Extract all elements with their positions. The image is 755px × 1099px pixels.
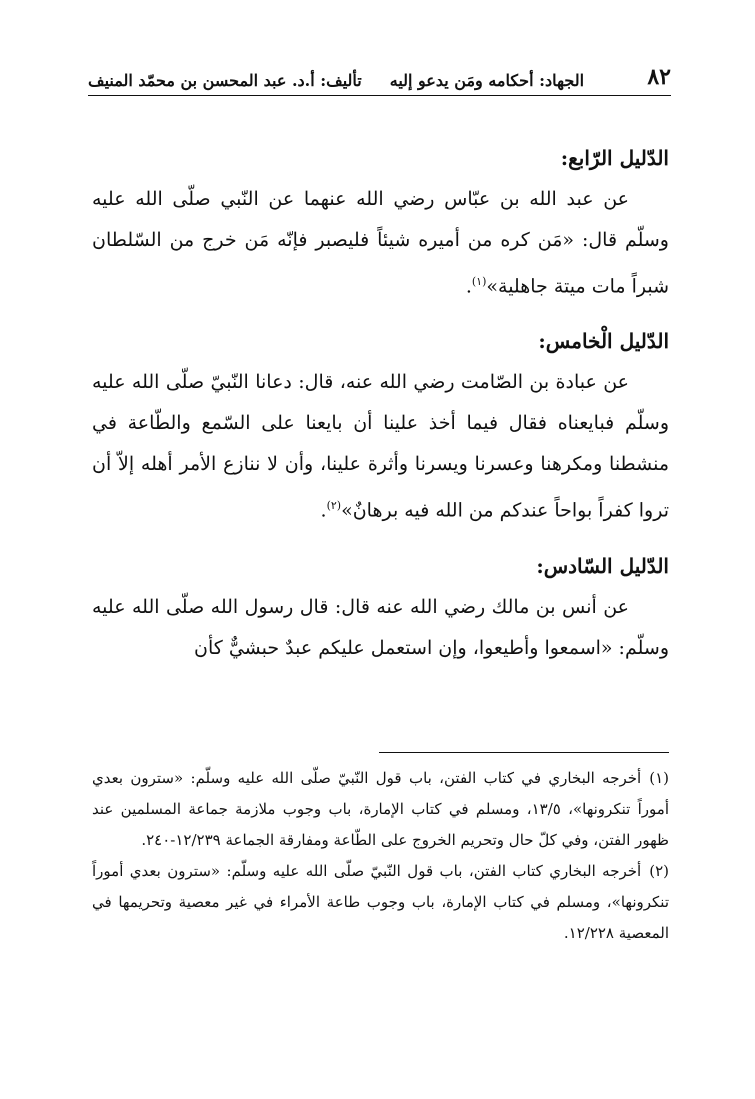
footnote-marker: (٢) [649, 862, 669, 880]
footnote-ref: (١) [471, 275, 487, 288]
paragraph-text: عن عبادة بن الصّامت رضي الله عنه، قال: دعانا النّبيّ صلّى الله عليه وسلّم فبايعناه فقال فيما أخذ علينا أن بايعنا على السّمع والطّاعة في منشطنا ومكرهنا وعسرنا ويسرنا وأثرة علينا، وأن لا ننازع الأمر أهله إلاّ أن تروا كفراً بواحاً عندكم من الله فيه برهانٌ» [92, 371, 669, 522]
paragraph-text: عن أنس بن مالك رضي الله عنه قال: قال رسول الله صلّى الله عليه وسلّم: «اسمعوا وأطيعوا، وإن استعمل عليكم عبدٌ حبشيٌّ كأن [92, 595, 669, 659]
main-text [92, 138, 669, 669]
section-paragraph [92, 362, 669, 531]
footnotes [92, 763, 669, 949]
paragraph-end: . [465, 275, 472, 298]
footnote-marker: (١) [649, 769, 669, 787]
section-heading: الدّليل السّادس: [536, 553, 669, 578]
section-paragraph [92, 587, 669, 669]
footnote [92, 856, 669, 949]
page-number: ٨٢ [647, 64, 671, 90]
running-header [88, 62, 671, 90]
header-titles [88, 71, 584, 90]
footnote-text: أخرجه البخاري كتاب الفتن، باب قول النّبيّ صلّى الله عليه وسلّم: «سترون بعدي أموراً تنكرونها»، ومسلم في كتاب الإمارة، باب وجوب طاعة الأمراء في غير معصية وتحريمها في المعصية ١٢/٢٢٨. [92, 862, 669, 942]
footnote-ref: (٢) [326, 499, 342, 513]
section-heading: الدّليل الرّابع: [560, 146, 669, 170]
paragraph-text: عن عبد الله بن عبّاس رضي الله عنهما عن النّبي صلّى الله عليه وسلّم قال: «مَن كره من أميره شيئاً فليصبر فإنّه مَن خرج من السّلطان شبراً مات ميتة جاهلية» [92, 188, 669, 298]
section-heading: الدّليل الْخامس: [538, 329, 669, 354]
footnote-rule [379, 752, 669, 753]
book-title: الجهاد: أحكامه ومَن يدعو إليه [389, 71, 585, 90]
section-paragraph [92, 179, 669, 307]
footnote-text: أخرجه البخاري في كتاب الفتن، باب قول النّبيّ صلّى الله عليه وسلّم: «سترون بعدي أموراً تنكرونها»، ١٣/٥، ومسلم في كتاب الإمارة، باب وجوب ملازمة جماعة المسلمين عند ظهور الفتن، وفي كلّ حال وتحريم الخروج على الطّاعة ومفارقة الجماعة ١٢/٢٣٩-٢٤٠. [92, 769, 669, 849]
author-line: تأليف: أ.د. عبد المحسن بن محمّد المنيف [88, 71, 362, 90]
footnote [92, 763, 669, 856]
header-rule [88, 95, 671, 96]
paragraph-end: . [320, 499, 327, 522]
